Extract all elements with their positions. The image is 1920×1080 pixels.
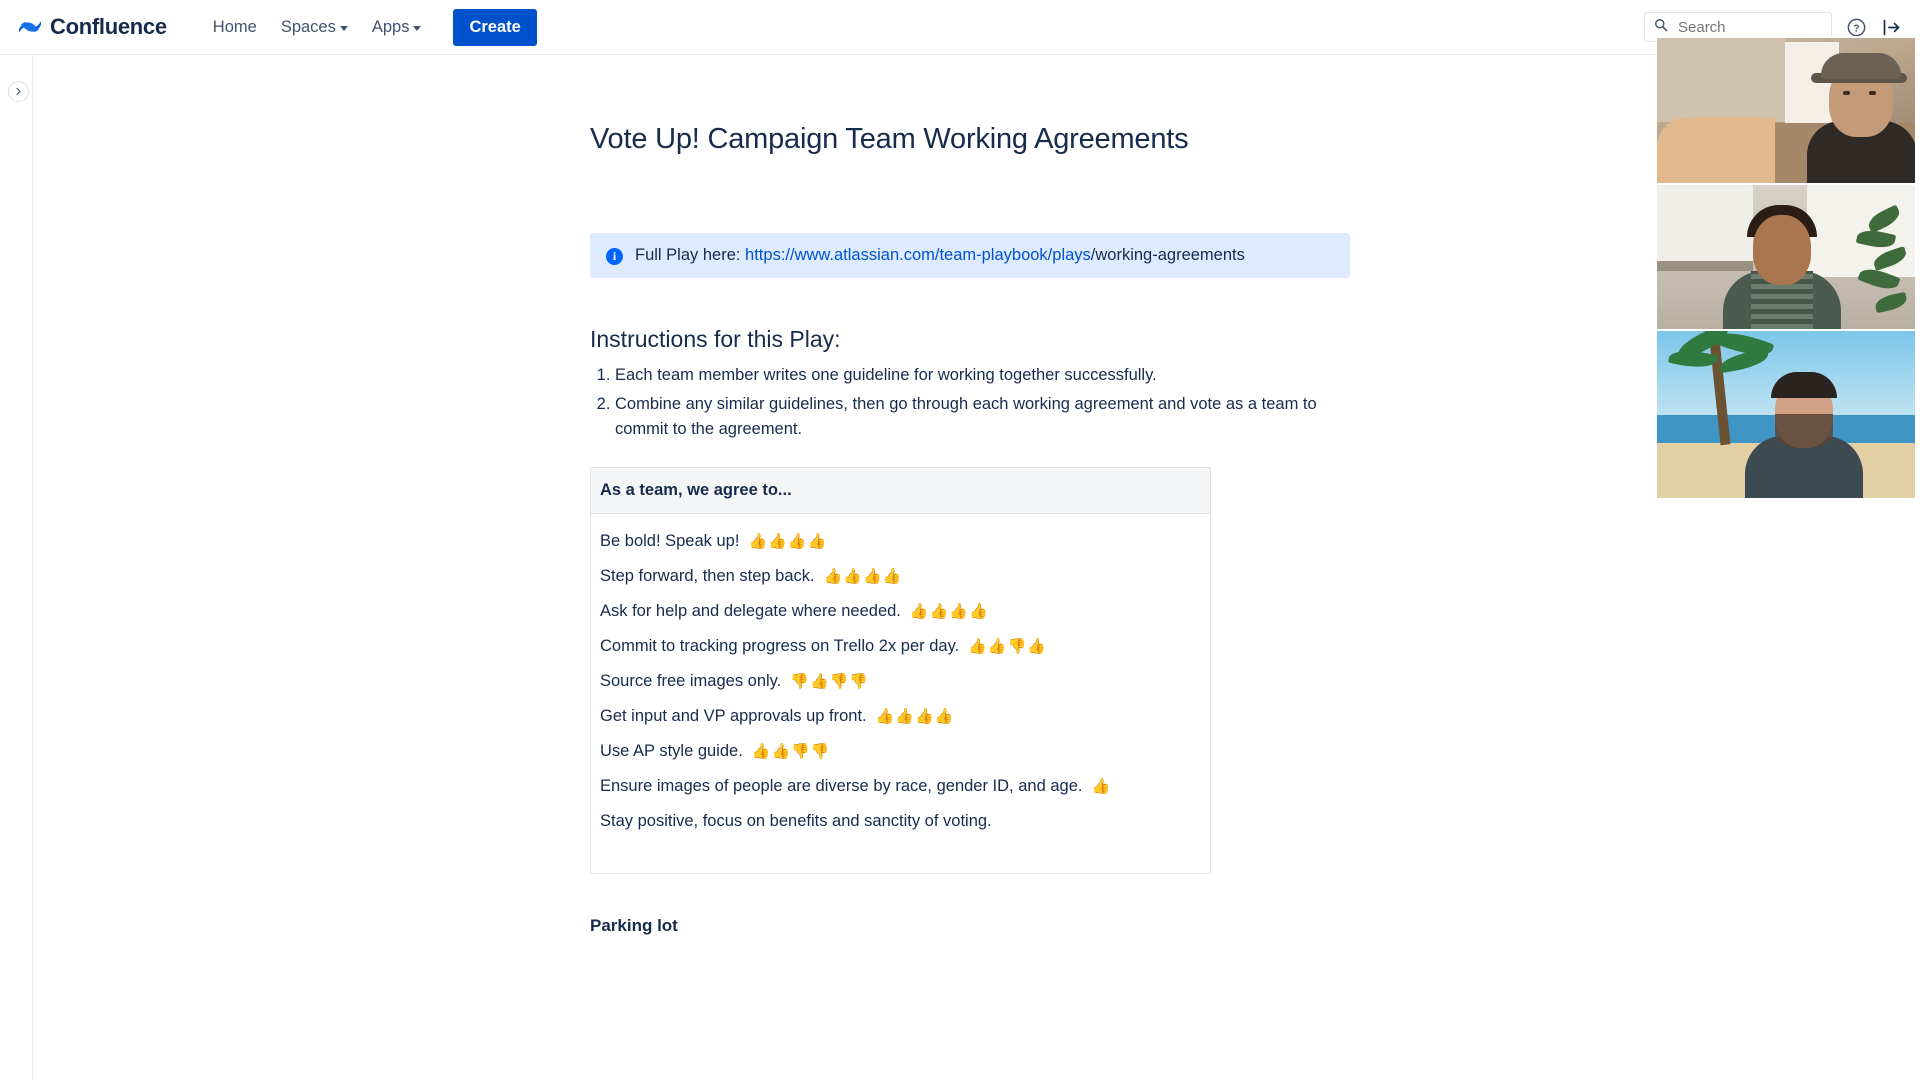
thumbs-up-icon[interactable]: 👍 bbox=[771, 742, 791, 760]
tile1-eye-right bbox=[1869, 91, 1876, 95]
agreement-text: Stay positive, focus on benefits and sanctity of voting. bbox=[600, 811, 992, 830]
vote-group[interactable] bbox=[790, 674, 868, 689]
agreement-text: Commit to tracking progress on Trello 2x per day. bbox=[600, 636, 960, 655]
search-icon bbox=[1654, 18, 1668, 37]
top-navigation-bar bbox=[0, 0, 1920, 55]
thumbs-up-icon[interactable]: 👍 bbox=[823, 567, 843, 585]
agreement-text: Get input and VP approvals up front. bbox=[600, 706, 867, 725]
nav-item-home[interactable] bbox=[203, 10, 267, 45]
table-row bbox=[600, 769, 1201, 804]
thumbs-down-icon[interactable]: 👎 bbox=[810, 742, 830, 760]
chevron-down-icon bbox=[340, 26, 348, 31]
tile1-wall bbox=[1657, 38, 1785, 122]
tile1-eye-left bbox=[1843, 91, 1850, 95]
tile2-plant bbox=[1853, 205, 1915, 332]
video-call-overlay[interactable] bbox=[1655, 36, 1917, 500]
thumbs-down-icon[interactable]: 👎 bbox=[849, 672, 869, 690]
agreement-text: Be bold! Speak up! bbox=[600, 531, 740, 550]
thumbs-up-icon[interactable]: 👍 bbox=[807, 532, 827, 550]
agreement-text: Source free images only. bbox=[600, 671, 782, 690]
agreements-table-body bbox=[591, 514, 1210, 873]
primary-nav bbox=[203, 9, 537, 46]
table-row bbox=[600, 804, 1201, 839]
help-circle-icon[interactable] bbox=[1846, 17, 1867, 38]
thumbs-up-icon[interactable]: 👍 bbox=[787, 532, 807, 550]
nav-item-label: Apps bbox=[371, 17, 410, 36]
tile3-person bbox=[1745, 356, 1863, 498]
confluence-logo-icon bbox=[18, 15, 42, 39]
confluence-logo[interactable] bbox=[18, 14, 167, 40]
tile3-beard bbox=[1775, 414, 1833, 448]
app-name: Confluence bbox=[50, 14, 167, 39]
search-input[interactable] bbox=[1676, 18, 1822, 37]
page-content-area bbox=[33, 55, 1920, 1080]
sign-in-icon[interactable] bbox=[1881, 17, 1902, 38]
vote-group[interactable] bbox=[1091, 779, 1110, 794]
table-row bbox=[600, 524, 1201, 559]
left-sidebar-rail bbox=[0, 55, 33, 1080]
info-panel-text bbox=[635, 246, 1245, 265]
thumbs-up-icon[interactable]: 👍 bbox=[929, 602, 949, 620]
vote-group[interactable] bbox=[752, 744, 830, 759]
thumbs-up-icon[interactable]: 👍 bbox=[968, 602, 988, 620]
thumbs-up-icon[interactable]: 👍 bbox=[863, 567, 882, 585]
table-row bbox=[600, 734, 1201, 769]
sidebar-expand-button[interactable] bbox=[8, 81, 29, 102]
svg-text:?: ? bbox=[1853, 22, 1860, 34]
thumbs-up-icon[interactable]: 👍 bbox=[751, 742, 771, 760]
page-title: Vote Up! Campaign Team Working Agreements bbox=[590, 123, 1189, 155]
chevron-right-icon bbox=[14, 87, 23, 96]
chevron-down-icon bbox=[413, 26, 421, 31]
thumbs-down-icon[interactable]: 👎 bbox=[790, 672, 809, 690]
agreements-table bbox=[590, 467, 1211, 874]
info-panel bbox=[590, 233, 1350, 278]
vote-group[interactable] bbox=[910, 604, 988, 619]
agreement-text: Step forward, then step back. bbox=[600, 566, 815, 585]
participant-tile-1[interactable] bbox=[1657, 38, 1915, 185]
thumbs-up-icon[interactable]: 👍 bbox=[895, 707, 914, 725]
thumbs-down-icon[interactable]: 👎 bbox=[791, 742, 810, 760]
nav-item-spaces[interactable] bbox=[271, 10, 358, 45]
thumbs-up-icon[interactable]: 👍 bbox=[968, 637, 987, 655]
thumbs-up-icon[interactable]: 👍 bbox=[843, 567, 862, 585]
thumbs-down-icon[interactable]: 👎 bbox=[829, 672, 849, 690]
list-item: 1. Each team member writes one guideline for working together successfully. bbox=[615, 363, 1350, 389]
thumbs-up-icon[interactable]: 👍 bbox=[949, 602, 968, 620]
thumbs-up-icon[interactable]: 👍 bbox=[1027, 637, 1046, 655]
agreements-table-header: As a team, we agree to... bbox=[591, 468, 1210, 514]
thumbs-up-icon[interactable]: 👍 bbox=[748, 532, 768, 550]
thumbs-up-icon[interactable]: 👍 bbox=[909, 602, 929, 620]
agreement-text: Ask for help and delegate where needed. bbox=[600, 601, 901, 620]
vote-group[interactable] bbox=[968, 639, 1046, 654]
thumbs-up-icon[interactable]: 👍 bbox=[915, 707, 934, 725]
thumbs-up-icon[interactable]: 👍 bbox=[882, 567, 902, 585]
thumbs-up-icon[interactable]: 👍 bbox=[768, 532, 787, 550]
instructions-heading: Instructions for this Play: bbox=[590, 326, 841, 352]
participant-tile-3[interactable] bbox=[1657, 331, 1915, 498]
tile1-cap bbox=[1821, 53, 1901, 79]
create-button[interactable]: Create bbox=[453, 9, 536, 46]
thumbs-down-icon[interactable]: 👎 bbox=[1007, 637, 1027, 655]
table-row bbox=[600, 699, 1201, 734]
list-item: 2. Combine any similar guidelines, then go through each working agreement and vote as a team to commit to the agreement. bbox=[615, 392, 1350, 443]
instructions-list bbox=[590, 363, 1350, 443]
table-row bbox=[600, 664, 1201, 699]
tile3-hair bbox=[1771, 372, 1837, 398]
table-row bbox=[600, 594, 1201, 629]
vote-group[interactable] bbox=[748, 534, 826, 549]
info-panel-suffix: /working-agreements bbox=[1090, 246, 1245, 264]
tile1-person bbox=[1807, 55, 1915, 183]
agreement-text: Use AP style guide. bbox=[600, 741, 743, 760]
info-panel-prefix: Full Play here: bbox=[635, 246, 746, 264]
thumbs-up-icon[interactable]: 👍 bbox=[934, 707, 954, 725]
parking-lot-heading: Parking lot bbox=[590, 915, 678, 935]
playbook-link[interactable]: https://www.atlassian.com/team-playbook/plays bbox=[745, 246, 1091, 264]
info-icon: i bbox=[606, 248, 623, 265]
thumbs-up-icon[interactable]: 👍 bbox=[987, 637, 1007, 655]
tile1-bed bbox=[1657, 117, 1775, 183]
nav-item-label: Spaces bbox=[280, 17, 336, 36]
vote-group[interactable] bbox=[824, 569, 902, 584]
nav-item-label: Home bbox=[212, 17, 257, 36]
thumbs-up-icon[interactable]: 👍 bbox=[875, 707, 895, 725]
table-row bbox=[600, 629, 1201, 664]
vote-group[interactable] bbox=[876, 709, 954, 724]
nav-item-apps[interactable] bbox=[362, 10, 432, 45]
tile2-person bbox=[1723, 197, 1841, 329]
table-row bbox=[600, 559, 1201, 594]
tile2-face bbox=[1753, 215, 1811, 285]
thumbs-up-icon[interactable]: 👍 bbox=[809, 672, 829, 690]
participant-tile-2[interactable] bbox=[1657, 185, 1915, 332]
thumbs-up-icon[interactable]: 👍 bbox=[1091, 777, 1111, 795]
agreement-text: Ensure images of people are diverse by race, gender ID, and age. bbox=[600, 776, 1083, 795]
